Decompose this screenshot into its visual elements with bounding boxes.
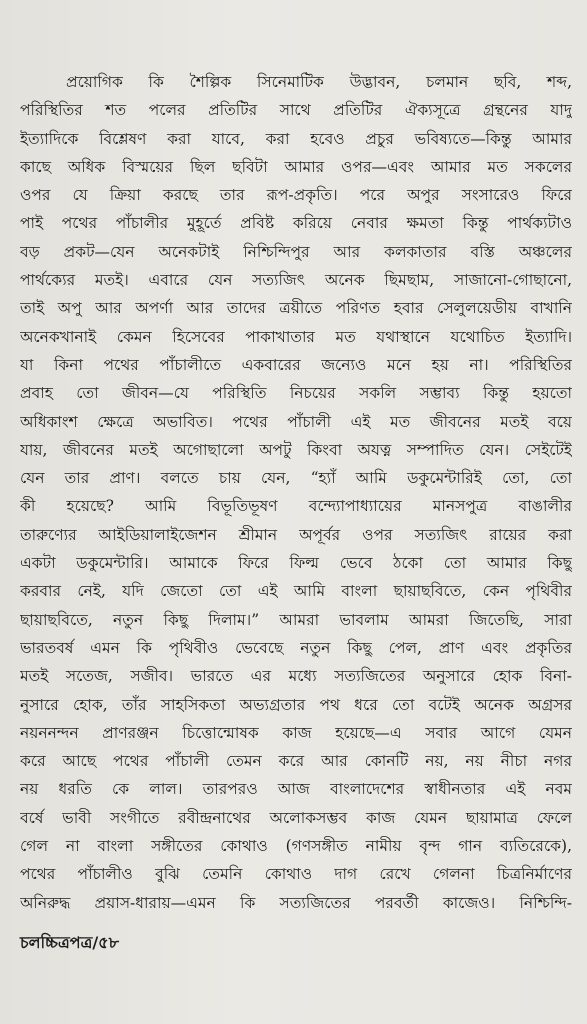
text-line: যেন তার প্রাণ। বলতে চায় যেন, “হ্যাঁ আমি ডকুমেন্টারিই তো, তো [20,469,572,488]
text-line: পাই পথের পাঁচালীর মুহূর্তে প্রবিষ্ট করিয়ে নেবার ক্ষমতা কিন্তু পার্থক্যটাও [20,214,572,233]
text-line: পার্থক্যের মতই। এবারে যেন সত্যজিৎ অনেক ছিমছাম, সাজানো-গোছানো, [20,271,572,290]
text-line: কী হয়েছে? আমি বিভূতিভূষণ বন্দ্যোপাধ্যায়ের মানসপুত্র বাঙালীর [20,497,572,516]
text-line: প্রয়োগিক কি শৈল্পিক সিনেমাটিক উদ্ভাবন, চলমান ছবি, শব্দ, [66,73,572,91]
text-line: বর্ষে ভাবী সংগীতে রবীন্দ্রনাথের অলোকসম্ভব কাজ যেমন ছায়ামাত্র ফেলে [20,808,572,827]
body-text [20,68,572,917]
text-line: তারুণ্যের আইডিয়ালাইজেশন শ্রীমান অপূর্বর ওপর সত্যজিৎ রায়ের করা [20,525,572,544]
text-line: প্রবাহ তো জীবন—যে পরিস্থিতি নিচয়ের সকলি সম্ভাব্য কিন্তু হয়তো [20,384,572,403]
text-line: একটা ডকুমেন্টারি। আমাকে ফিরে ফিল্ম ভেবে ঠকো তো আমার কিছু [20,554,572,573]
text-line: ওপর যে ক্রিয়া করছে তার রূপ-প্রকৃতি। পরে অপুর সংসারেও ফিরে [20,186,572,205]
text-line: পথের পাঁচালীও বুঝি তেমনি কোথাও দাগ রেখে গেলনা চিত্রনির্মাণের [20,865,572,884]
text-line: অনিরুদ্ধ প্রয়াস-ধারায়—এমন কি সত্যজিতের পরবর্তী কাজেও। নিশ্চিন্দি- [20,893,572,912]
text-line: করবার নেই, যদি জেতো তো এই আমি বাংলা ছায়াছবিতে, কেন পৃথিবীর [20,582,572,601]
text-line: বড় প্রকট—যেন অনেকটাই নিশ্চিন্দিপুর আর কলকাতার বস্তি অঞ্চলের [20,242,572,261]
text-line: ইত্যাদিকে বিশ্লেষণ করা যাবে, করা হবেও প্রচুর ভবিষ্যতে—কিন্তু আমার [20,129,572,148]
text-line: ভারতবর্ষ এমন কি পৃথিবীও ভেবেছে নতুন কিছু পেল, প্রাণ এবং প্রকৃতির [20,638,572,657]
text-line: অনেকখানাই কেমন হিসেবের পাকাখাতার মত যথাস্থানে যথোচিত ইত্যাদি। [20,327,572,346]
text-line: নয় ধরতি কে লাল। তারপরও আজ বাংলাদেশের স্বাধীনতার এই নবম [20,780,572,799]
text-line: যায়, জীবনের মতই অগোছালো অপটু কিংবা অযত্ন সম্পাদিত যেন। সেইটেই [20,440,572,459]
text-line: তাই অপু আর অপর্ণা আর তাদের ত্রয়ীতে পরিণত হবার সেলুলয়েডীয় বাখানি [20,299,572,318]
text-line: অধিকাংশ ক্ষেত্রে অভাবিত। পথের পাঁচালী এই মত জীবনের মতই বয়ে [20,412,572,431]
text-line: নুসারে হোক, তাঁর সাহসিকতা অভ্যগ্রতার পথ ধরে তো বটেই অনেক অগ্রসর [20,695,572,714]
text-line: যা কিনা পথের পাঁচালীতে একবারের জন্যেও মনে হয় না। পরিস্থিতির [20,355,572,374]
text-line: মতই সতেজ, সজীব। ভারতে এর মধ্যে সত্যজিতের অনুসারে হোক বিনা- [20,667,572,686]
text-line: গেল না বাংলা সঙ্গীতের কোথাও (গণসঙ্গীত নামীয় বৃন্দ গান ব্যতিরেকে), [20,837,572,856]
text-line: করে আছে পথের পাঁচালী তেমন করে আর কোনটি নয়, নয় নীচা নগর [20,752,572,771]
text-line: নয়ননন্দন প্রাণরঞ্জন চিত্তোন্মোষক কাজ হয়েছে—এ সবার আগে যেমন [20,723,572,742]
text-line: ছায়াছবিতে, নতুন কিছু দিলাম।” আমরা ভাবলাম আমরা জিতেছি, সারা [20,610,572,629]
text-line: কাছে অধিক বিস্ময়ের ছিল ছবিটা আমার ওপর—এবং আমার মত সকলের [20,157,572,176]
page-footer: চলচ্চিত্রপত্র/৫৮ [20,933,119,952]
text-line: পরিস্থিতির শত পলের প্রতিটির সাথে প্রতিটির ঐক্যসূত্রে গ্রন্থনের যাদু [20,101,572,120]
